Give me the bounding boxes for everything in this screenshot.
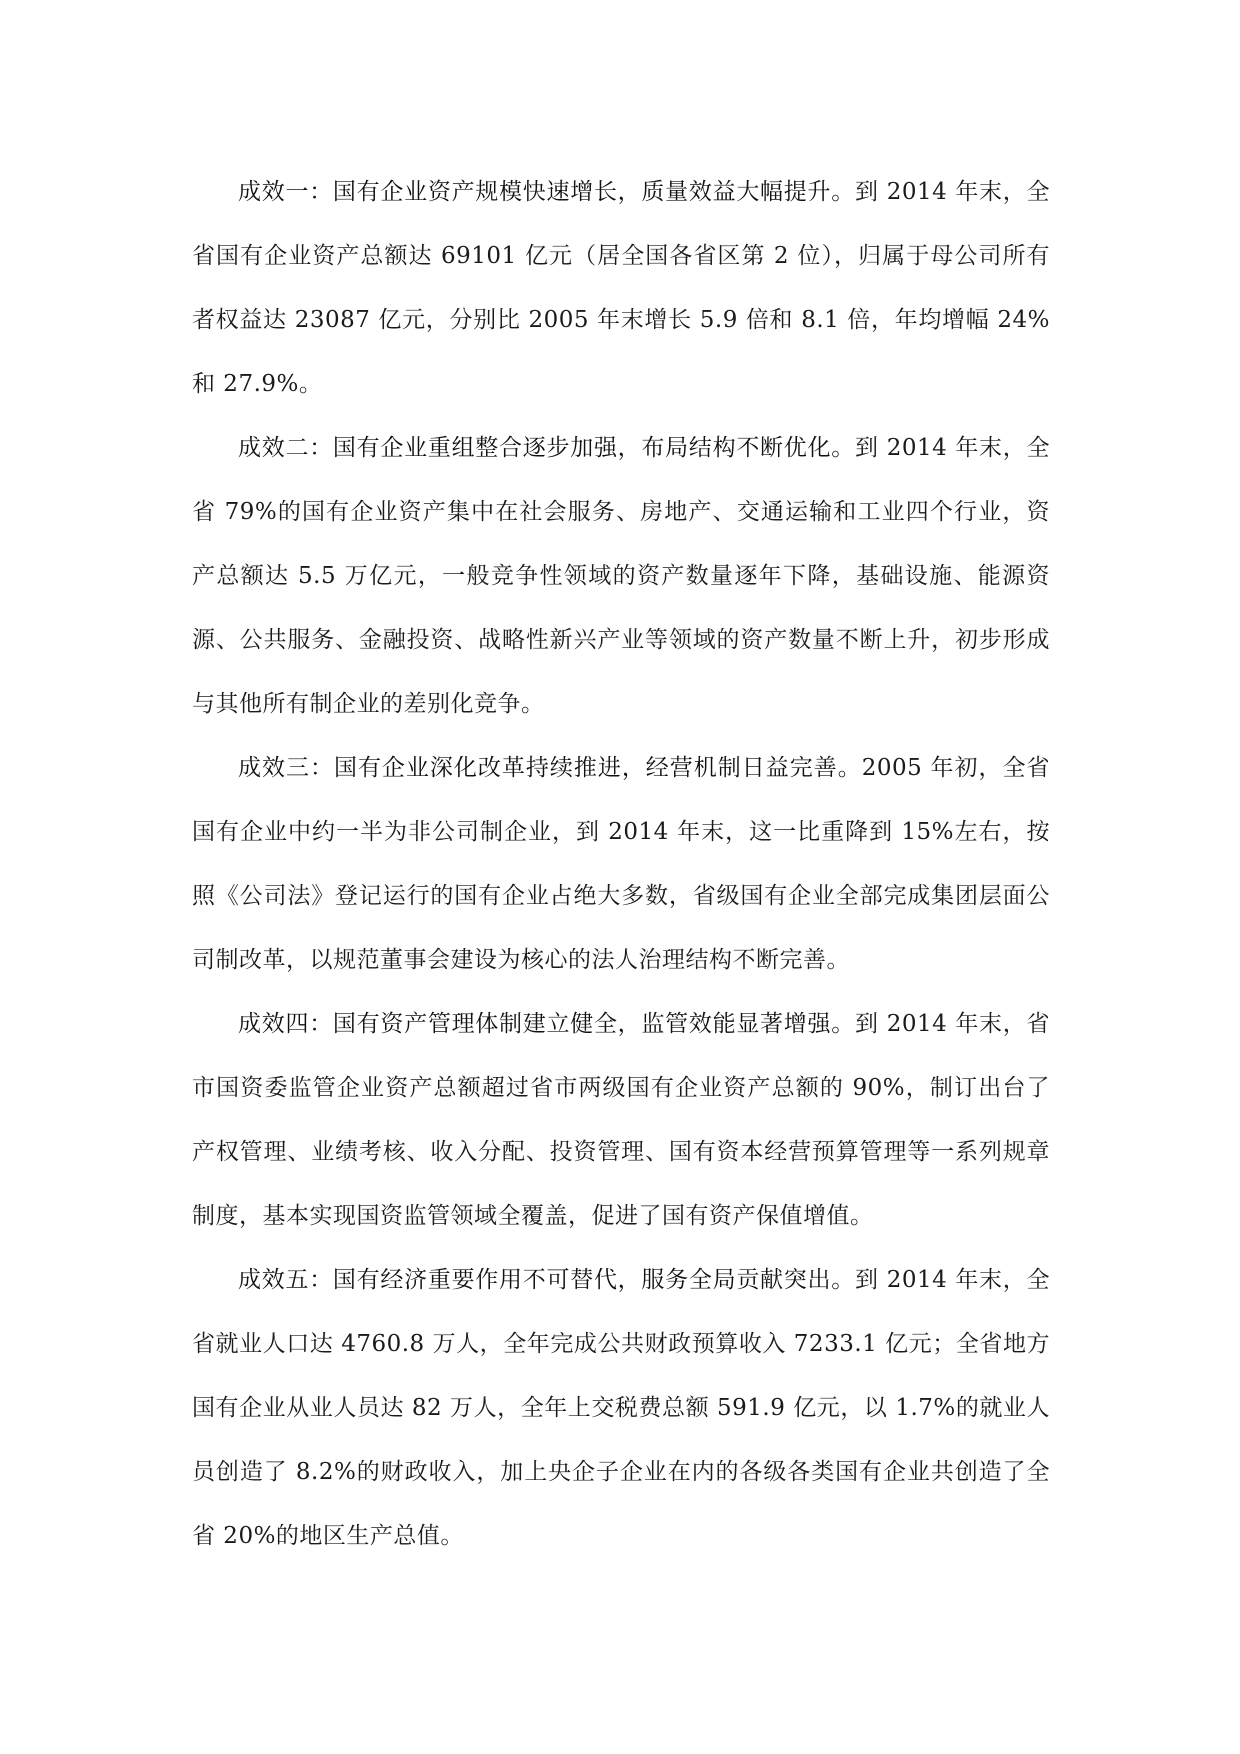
paragraph-lead-heading: 成效一：国有企业资产规模快速增长，质量效益大幅提升。 (238, 179, 855, 205)
paragraph-lead-heading: 成效三：国有企业深化改革持续推进，经营机制日益完善。 (238, 755, 862, 781)
paragraph-lead-heading: 成效四：国有资产管理体制建立健全，监管效能显著增强。 (238, 1011, 855, 1037)
paragraph-body: 到 2014 年末，全省 79%的国有企业资产集中在社会服务、房地产、交通运输和工业四个行业，资产总额达 5.5 万亿元，一般竞争性领域的资产数量逐年下降，基础设施、能源资源、公共服务、金融投资、战略性新兴产业等领域的资产数量不断上升，初步形成与其他所有制企业的差别化竞争。 (192, 435, 1051, 717)
paragraph-body: 到 2014 年末，全省国有企业资产总额达 69101 亿元（居全国各省区第 2 位），归属于母公司所有者权益达 23087 亿元，分别比 2005 年末增长 5.9 倍和 8.1 倍，年均增幅 24%和 27.9%。 (192, 179, 1051, 397)
paragraph-body: 2005 年初，全省国有企业中约一半为非公司制企业，到 2014 年末，这一比重降到 15%左右，按照《公司法》登记运行的国有企业占绝大多数，省级国有企业全部完成集团层面公司制改革，以规范董事会建设为核心的法人治理结构不断完善。 (192, 755, 1050, 973)
paragraph-achievement-2 (192, 416, 1050, 736)
paragraph-body: 到 2014 年末，全省就业人口达 4760.8 万人，全年完成公共财政预算收入 7233.1 亿元；全省地方国有企业从业人员达 82 万人，全年上交税费总额 591.9 亿元，以 1.7%的就业人员创造了 8.2%的财政收入，加上央企子企业在内的各级各类国有企业共创造了全省 20%的地区生产总值。 (192, 1267, 1051, 1549)
paragraph-lead-heading: 成效五：国有经济重要作用不可替代，服务全局贡献突出。 (238, 1267, 855, 1293)
paragraph-achievement-3 (192, 736, 1050, 992)
paragraph-achievement-5 (192, 1248, 1050, 1568)
paragraph-achievement-1 (192, 160, 1050, 416)
paragraph-body: 到 2014 年末，省市国资委监管企业资产总额超过省市两级国有企业资产总额的 90%，制订出台了产权管理、业绩考核、收入分配、投资管理、国有资本经营预算管理等一系列规章制度，基本实现国资监管领域全覆盖，促进了国有资产保值增值。 (192, 1011, 1051, 1229)
paragraph-achievement-4 (192, 992, 1050, 1248)
paragraph-lead-heading: 成效二：国有企业重组整合逐步加强，布局结构不断优化。 (238, 435, 855, 461)
document-page (192, 160, 1050, 1568)
